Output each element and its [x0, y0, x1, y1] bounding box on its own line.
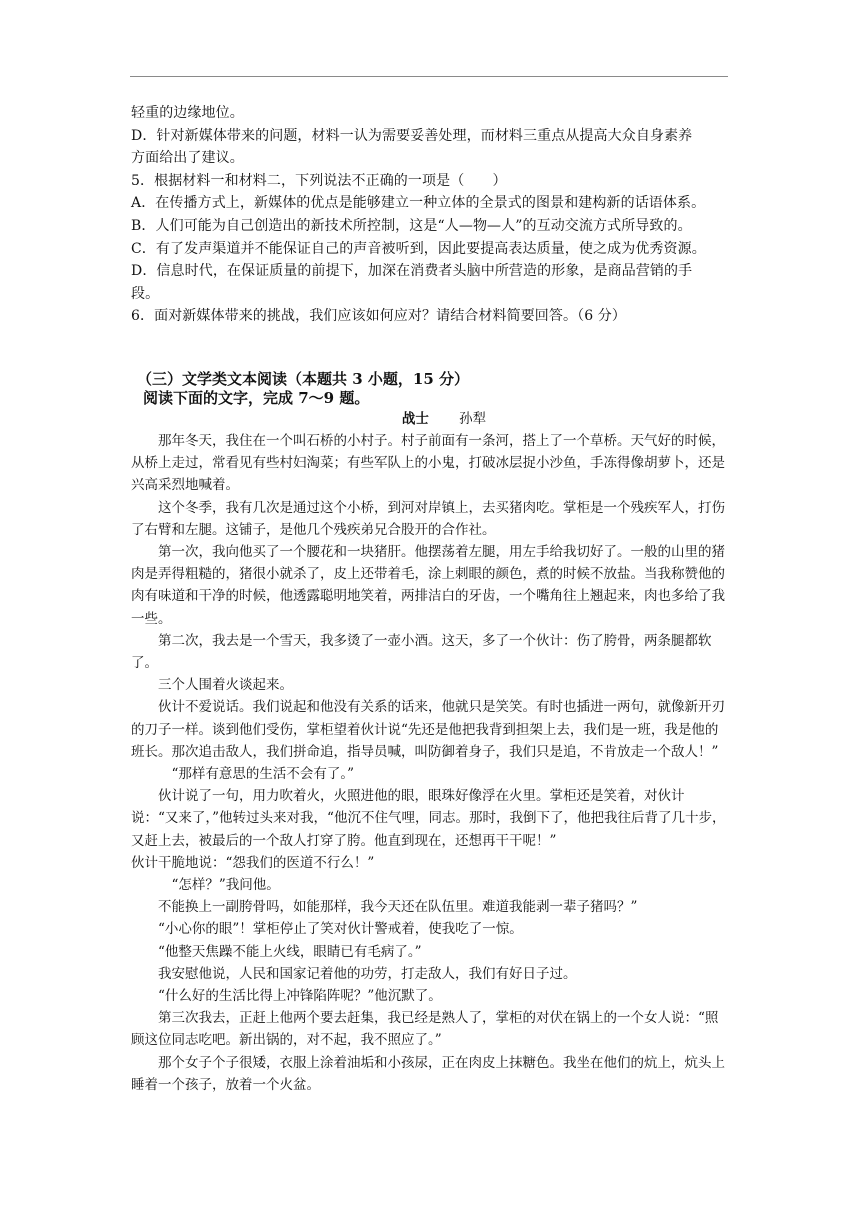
- document-page: [131, 102, 731, 1096]
- section-instruction: 阅读下面的文字，完成 7～9 题。: [143, 388, 370, 407]
- question-6: 6．面对新媒体带来的挑战，我们应该如何应对？请结合材料简要回答。（6 分）: [131, 308, 626, 325]
- question-5: 5．根据材料一和材料二，下列说法不正确的一项是（ ）: [131, 172, 507, 189]
- option-d-q4: D．针对新媒体带来的问题，材料一认为需要妥善处理，而材料三重点从提高大众自身素养: [131, 127, 693, 144]
- text-line: 轻重的边缘地位。: [131, 105, 244, 121]
- story-heading: [131, 409, 731, 430]
- paragraph: “小心你的眼”！掌柜停止了笑对伙计警戒着，使我吃了一惊。: [158, 921, 523, 938]
- text-line: 方面给出了建议。: [131, 150, 244, 167]
- story-body: [131, 430, 731, 1096]
- paragraph: 三个人围着火谈起来。: [158, 677, 293, 694]
- paragraph: 第三次我去，正赶上他两个要去赶集，我已经是熟人了，掌柜的对伏在锅上的一个女人说：“照顾这位同志吃吧。新出锅的，对不起，我不照应了。”: [131, 1010, 719, 1049]
- text-line: 段。: [131, 285, 160, 302]
- paragraph: 第二次，我去是一个雪天，我多烫了一壶小酒。这天，多了一个伙计：伤了胯骨，两条腿都软了。: [131, 632, 712, 671]
- paragraph: “那样有意思的生活不会有了。”: [171, 765, 355, 782]
- paragraph: 第一次，我向他买了一个腰花和一块猪肝。他摆荡着左腿，用左手给我切好了。一般的山里的猪肉是弄得粗糙的，猪很小就杀了，皮上还带着毛，涂上刺眼的颜色，煮的时候不放盐。当我称赞他的肉有味道和干净的时候，他透露聪明地笑着，两排洁白的牙齿，一个嘴角往上翘起来，肉也多给了我一些。: [131, 543, 725, 627]
- paragraph: 伙计干脆地说：“怨我们的医道不行么！”: [131, 854, 375, 871]
- option-b: B．人们可能为自己创造出的新技术所控制，这是“人—物—人”的互动交流方式所导致的。: [131, 217, 692, 234]
- story-title: 战士: [401, 410, 429, 427]
- section-title: （三）文学类文本阅读（本题共 3 小题，15 分）: [137, 369, 469, 388]
- paragraph: 这个冬季，我有几次是通过这个小桥，到河对岸镇上，去买猪肉吃。掌柜是一个残疾军人，打伤了右臂和左腿。这铺子，是他几个残疾弟兄合股开的合作社。: [131, 499, 725, 538]
- option-d: D．信息时代，在保证质量的前提下，加深在消费者头脑中所营造的形象，是商品营销的手: [131, 263, 693, 280]
- paragraph: 不能换上一副胯骨吗，如能那样，我今天还在队伍里。难道我能剥一辈子猪吗？”: [158, 899, 638, 916]
- question-block: [131, 102, 731, 370]
- option-a: A．在传播方式上，新媒体的优点是能够建立一种立体的全景式的图景和建构新的话语体系。: [131, 195, 706, 212]
- paragraph: 那年冬天，我住在一个叫石桥的小村子。村子前面有一条河，搭上了一个草桥。天气好的时候，从桥上走过，常看见有些村妇淘菜；有些军队上的小鬼，打破冰层捉小沙鱼，手冻得像胡萝卜，还是兴高采烈地喊着。: [131, 432, 725, 494]
- paragraph: 伙计说了一句，用力吹着火，火照进他的眼，眼珠好像浮在火里。掌柜还是笑着，对伙计说：“又来了，”他转过头来对我，“他沉不住气哩，同志。那时，我倒下了，他把我往后背了几十步，又赶上去，被最后的一个敌人打穿了胯。他直到现在，还想再干干呢！”: [131, 788, 726, 849]
- paragraph: 我安慰他说，人民和国家记着他的功劳，打走敌人，我们有好日子过。: [158, 965, 577, 982]
- header-rule: [130, 76, 728, 77]
- paragraph: “怎样？”我问他。: [171, 877, 280, 893]
- paragraph: 伙计不爱说话。我们说起和他没有关系的话来，他就只是笑笑。有时也插进一两句，就像新开刃的刀子一样。谈到他们受伤，掌柜望着伙计说“先还是他把我背到担架上去，我们是一班，我是他的班长。那次追击敌人，我们拼命追，指导员喊，叫防御着身子，我们只是追，不肯放走一个敌人！”: [131, 699, 725, 760]
- story-author: 孙犁: [459, 410, 487, 427]
- paragraph: “他整天焦躁不能上火线，眼睛已有毛病了。”: [158, 943, 422, 960]
- paragraph: “什么好的生活比得上冲锋陷阵呢？”他沉默了。: [158, 988, 442, 1005]
- option-c: C．有了发声渠道并不能保证自己的声音被听到，因此要提高表达质量，使之成为优秀资源。: [131, 240, 706, 257]
- paragraph: 那个女子个子很矮，衣服上涂着油垢和小孩尿，正在肉皮上抹糖色。我坐在他们的炕上，炕头上睡着一个孩子，放着一个火盆。: [131, 1054, 725, 1093]
